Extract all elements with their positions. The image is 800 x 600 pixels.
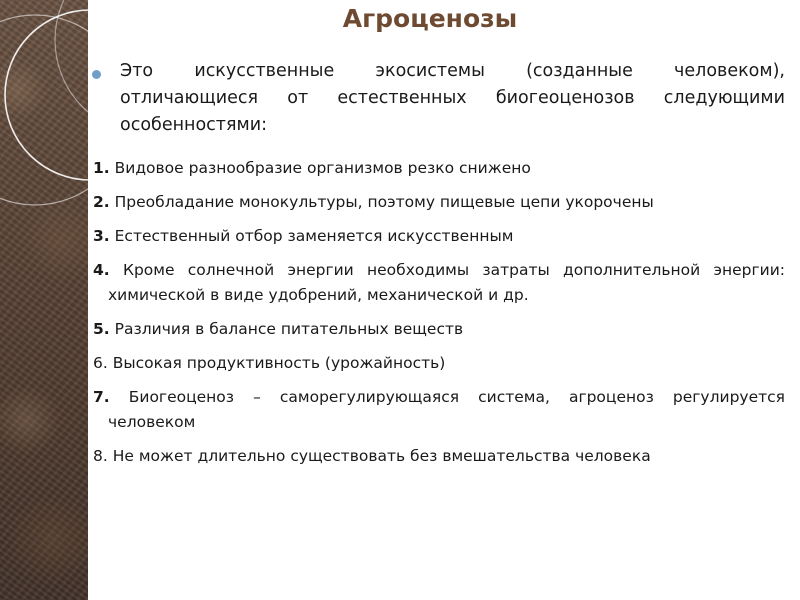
- list-item: [93, 190, 785, 215]
- item-number: 4.: [93, 261, 110, 279]
- item-number: 1.: [93, 159, 110, 177]
- item-text: Не может длительно существовать без вмешательства человека: [112, 447, 651, 465]
- list-item: [93, 351, 785, 376]
- item-number: 3.: [93, 227, 110, 245]
- list-item: [93, 444, 785, 469]
- item-text: Высокая продуктивность (урожайность): [112, 354, 446, 372]
- features-list: [93, 156, 785, 478]
- item-number: 5.: [93, 320, 110, 338]
- bullet-icon: [92, 70, 101, 79]
- intro-text: Это искусственные экосистемы (созданные человеком), отличающиеся от естественных биогеоценозов следующими особенностями:: [120, 61, 785, 135]
- item-text: Различия в балансе питательных веществ: [114, 320, 464, 338]
- item-number: 8.: [93, 447, 108, 465]
- slide-title: Агроценозы: [342, 4, 518, 33]
- list-item: [93, 317, 785, 342]
- item-number: 6.: [93, 354, 108, 372]
- item-number: 2.: [93, 193, 110, 211]
- list-item: [93, 156, 785, 181]
- list-item: [93, 224, 785, 249]
- item-text: Биогеоценоз – саморегулирующаяся система, агроценоз регулируется человеком: [108, 388, 785, 431]
- item-text: Кроме солнечной энергии необходимы затраты дополнительной энергии: химической в виде удобрений, механической и др.: [108, 261, 785, 304]
- item-text: Естественный отбор заменяется искусственным: [114, 227, 514, 245]
- item-number: 7.: [93, 388, 110, 406]
- list-item: [93, 258, 785, 308]
- list-item: [93, 385, 785, 435]
- item-text: Преобладание монокультуры, поэтому пищевые цепи укорочены: [114, 193, 654, 211]
- item-text: Видовое разнообразие организмов резко снижено: [114, 159, 531, 177]
- decorative-side-panel: [0, 0, 88, 600]
